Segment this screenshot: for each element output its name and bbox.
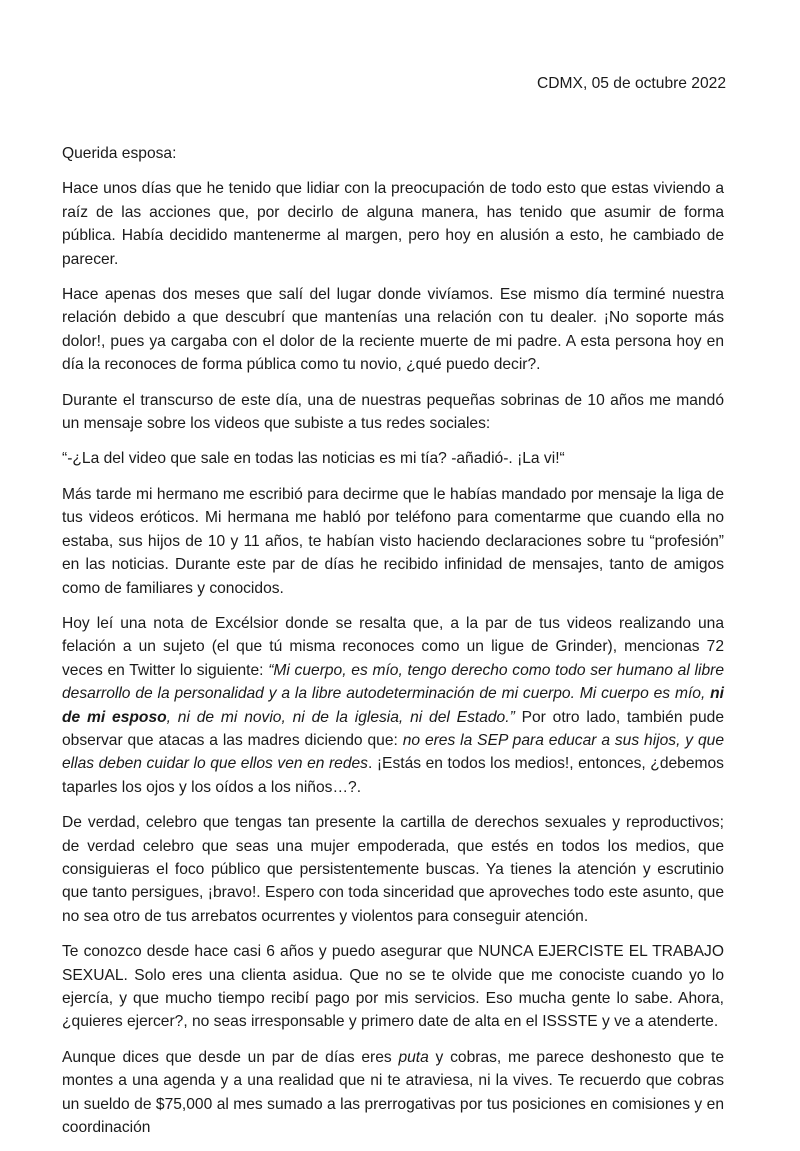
paragraph-3: Durante el transcurso de este día, una de nuestras pequeñas sobrinas de 10 años me mandó un mensaje sobre los videos que subiste a tus redes sociales: (62, 391, 724, 433)
letter-body (62, 142, 724, 1151)
salutation: Querida esposa: (62, 145, 177, 162)
paragraph-6-text-3: . ¡Estás en todos los medios!, entonces, ¿debemos taparles los ojos y los oídos a los niños…?. (62, 755, 724, 796)
quote-niece: “-¿La del video que sale en todas las noticias es mi tía? -añadió-. ¡La vi!“ (62, 450, 565, 468)
paragraph-9-emphasis: puta (398, 1048, 429, 1066)
quoted-statement: no eres la SEP para educar a sus hijos, y que ellas deben cuidar lo que ellos ven en redes (62, 731, 724, 773)
paragraph-8: Te conozco desde hace casi 6 años y puedo asegurar que NUNCA EJERCISTE EL TRABAJO SEXUAL. Solo eres una clienta asidua. Que no se te olvide que me conociste cuando yo lo ejercía, y que mucho tiempo recibí pago por mis servicios. Eso mucha gente lo sabe. Ahora, ¿quieres ejercer?, no seas irresponsable y primero date de alta en el ISSSTE y ve a atenderte. (62, 943, 724, 1031)
paragraph-1: Hace unos días que he tenido que lidiar con la preocupación de todo esto que estas viviendo a raíz de las acciones que, por decirlo de alguna manera, has tenido que asumir de forma pública. Había decidido mantenerme al margen, pero hoy en alusión a esto, he cambiado de parecer. (62, 180, 724, 268)
paragraph-5: Más tarde mi hermano me escribió para decirme que le habías mandado por mensaje la liga de tus videos eróticos. Mi hermana me habló por teléfono para comentarme que cuando ella no estaba, sus hijos de 10 y 11 años, te habían visto haciendo declaraciones sobre tu “profesión” en las noticias. Durante este par de días he recibido infinidad de mensajes, tanto de amigos como de familiares y conocidos. (62, 485, 724, 597)
paragraph-9-text-2: y cobras, me parece deshonesto que te montes a una agenda y a una realidad que ni te atraviesa, ni la vives. Te recuerdo que cobras un sueldo de $75,000 al mes sumado a las prerrogativas por tus posiciones en comisiones y en coordinación (62, 1048, 724, 1137)
paragraph-6 (62, 612, 724, 799)
quoted-tweet-bold: ni de mi esposo (62, 685, 724, 726)
paragraph-9-text-1: Aunque dices que desde un par de días eres (62, 1048, 399, 1066)
paragraph-9 (62, 1046, 724, 1140)
quoted-tweet-part-2: , ni de mi novio, ni de la iglesia, ni del Estado.” (166, 708, 515, 726)
paragraph-6-text-2: Por otro lado, también pude observar que atacas a las madres diciendo que: (62, 708, 725, 749)
paragraph-7: De verdad, celebro que tengas tan presente la cartilla de derechos sexuales y reproductivos; de verdad celebro que seas una mujer empoderada, que estés en todos los medios, que consiguieras el foco público que persistentemente buscas. Ya tienes la atención y escrutinio que tanto persigues, ¡bravo!. Espero con toda sinceridad que aproveches todo este asunto, que no sea otro de tus arrebatos ocurrentes y violentos para conseguir atención. (62, 814, 724, 925)
quoted-tweet-part-1: “Mi cuerpo, es mío, tengo derecho como todo ser humano al libre desarrollo de la personalidad y a la libre autodeterminación de mi cuerpo. Mi cuerpo es mío, (62, 661, 724, 703)
paragraph-2: Hace apenas dos meses que salí del lugar donde vivíamos. Ese mismo día terminé nuestra relación debido a que descubrí que mantenías una relación con tu dealer. ¡No soporte más dolor!, pues ya cargaba con el dolor de la reciente muerte de mi padre. A esta persona hoy en día la reconoces de forma pública como tu novio, ¿qué puedo decir?. (62, 286, 724, 374)
date-line: CDMX, 05 de octubre 2022 (537, 75, 726, 92)
paragraph-6-text-1: Hoy leí una nota de Excélsior donde se resalta que, a la par de tus videos realizando una felación a un sujeto (el que tú misma reconoces como un ligue de Grinder), mencionas 72 veces en Twitter lo siguiente: (62, 614, 724, 679)
